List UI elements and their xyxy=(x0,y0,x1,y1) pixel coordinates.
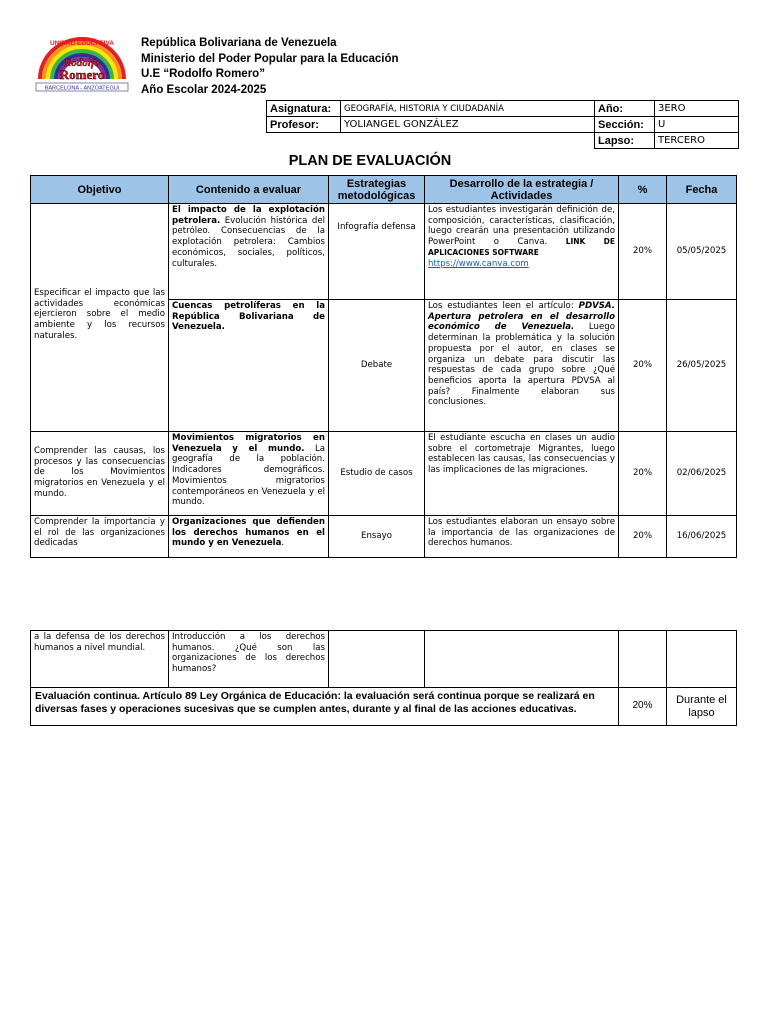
contenido-title: El impacto de la explotación petrolera. xyxy=(172,205,325,226)
header-contenido: Contenido a evaluar xyxy=(169,176,329,204)
canva-link[interactable]: https://www.canva.com xyxy=(428,258,529,269)
evaluation-table-continued xyxy=(30,630,737,726)
porcentaje-cell: 20% xyxy=(619,432,667,516)
porcentaje-cell: 20% xyxy=(619,516,667,558)
estrategia-cell: Ensayo xyxy=(329,516,425,558)
ano-label: Año: xyxy=(595,101,655,117)
header-desarrollo: Desarrollo de la estrategia / Actividades xyxy=(425,176,619,204)
porcentaje-cell: 20% xyxy=(619,204,667,300)
ano-value: 3ERO xyxy=(655,101,739,117)
profesor-label: Profesor: xyxy=(267,117,341,133)
logo-location: BARCELONA - ANZOATEGUI xyxy=(44,85,120,92)
lapso-label: Lapso: xyxy=(595,133,655,149)
logo-arc-text: UNIDAD EDUCATIVA xyxy=(49,40,115,47)
porcentaje-cell xyxy=(619,631,667,688)
profesor-value: YOLIANGEL GONZÁLEZ xyxy=(341,117,595,133)
table-row xyxy=(31,631,737,688)
empty-cell xyxy=(341,133,595,149)
header-porcentaje: % xyxy=(619,176,667,204)
estrategia-cell xyxy=(329,631,425,688)
evaluacion-continua-fecha: Durante el lapso xyxy=(667,688,737,726)
evaluacion-continua-row xyxy=(31,688,737,726)
seccion-label: Sección: xyxy=(595,117,655,133)
table-row xyxy=(31,204,737,300)
fecha-cell: 05/05/2025 xyxy=(667,204,737,300)
evaluacion-continua-text: Evaluación continua. Artículo 89 Ley Orgánica de Educación: la evaluación será continua porque se realizará en diversas fases y operaciones sucesivas que se cumplen antes, durante y al final de las acciones educativas. xyxy=(31,688,619,726)
asignatura-label: Asignatura: xyxy=(267,101,341,117)
estrategia-cell: Infografía defensa xyxy=(329,204,425,300)
header-objetivo: Objetivo xyxy=(31,176,169,204)
fecha-cell: 26/05/2025 xyxy=(667,300,737,432)
fecha-cell: 02/06/2025 xyxy=(667,432,737,516)
contenido-cell xyxy=(169,516,329,558)
school-logo xyxy=(34,35,130,93)
desarrollo-text: Los estudiantes investigarán definición de, composición, características, clasificación, luego crearán una presentación utilizando PowerPoint o Canva. xyxy=(428,205,615,248)
desarrollo-cell xyxy=(425,300,619,432)
logo-name-1: Rodolfo xyxy=(63,57,101,69)
software-links-label: LINK DE APLICACIONES SOFTWARE xyxy=(428,237,616,257)
header-line-2: Ministerio del Poder Popular para la Educación xyxy=(141,52,399,65)
empty-cell xyxy=(267,133,341,149)
contenido-text: Evolución histórica del petróleo. Consecuencias de la explotación petrolera: Cambios económicos, sociales, políticos, culturales. xyxy=(172,215,326,269)
evaluation-table xyxy=(30,175,737,558)
desarrollo-cell xyxy=(425,204,619,300)
table-row xyxy=(31,432,737,516)
fecha-cell: 16/06/2025 xyxy=(667,516,737,558)
contenido-period: . xyxy=(281,538,285,549)
objetivo-cell: Comprender las causas, los procesos y las consecuencias de los Movimientos migratorios en Venezuela y el mundo. xyxy=(31,432,169,516)
header-line-3: U.E “Rodolfo Romero” xyxy=(141,68,265,80)
desarrollo-cell: El estudiante escucha en clases un audio sobre el cortometraje Migrantes, luego establecen las causas, las consecuencias y las implicaciones de las migraciones. xyxy=(425,432,619,516)
contenido-title: Organizaciones que defienden los derechos humanos en el mundo y en Venezuela xyxy=(172,517,325,549)
objetivo-cell: a la defensa de los derechos humanos a nivel mundial. xyxy=(31,631,169,688)
logo-name-2: Romero xyxy=(59,67,105,82)
porcentaje-cell: 20% xyxy=(619,300,667,432)
desarrollo-cell: Los estudiantes elaboran un ensayo sobre la importancia de las organizaciones de derechos humanos. xyxy=(425,516,619,558)
header-estrategias: Estrategias metodológicas xyxy=(329,176,425,204)
objetivo-cell: Comprender la importancia y el rol de las organizaciones dedicadas xyxy=(31,516,169,558)
fecha-cell xyxy=(667,631,737,688)
desarrollo-text: Luego determinan la problemática y la solución propuesta por el autor, en clases se organiza un debate para discutir las respuestas de cada grupo sobre ¿Qué beneficios aporta la apertura PDVSA al país? Finalmente elaboran sus conclusiones. xyxy=(428,322,615,408)
lapso-value: TERCERO xyxy=(655,133,739,149)
header-line-4: Año Escolar 2024-2025 xyxy=(141,83,267,96)
desarrollo-intro: Los estudiantes leen el artículo: xyxy=(428,301,579,311)
info-table xyxy=(266,100,739,149)
article-title: PDVSA. Apertura petrolera en el desarrollo económico de Venezuela. xyxy=(428,301,615,333)
table-row xyxy=(31,516,737,558)
contenido-cell xyxy=(169,300,329,432)
estrategia-cell: Estudio de casos xyxy=(329,432,425,516)
seccion-value: U xyxy=(655,117,739,133)
contenido-cell xyxy=(169,432,329,516)
desarrollo-cell xyxy=(425,631,619,688)
asignatura-value: GEOGRAFÍA, HISTORIA Y CIUDADANÍA xyxy=(341,101,595,117)
contenido-cell xyxy=(169,204,329,300)
estrategia-cell: Debate xyxy=(329,300,425,432)
header-line-1: República Bolivariana de Venezuela xyxy=(141,37,337,49)
contenido-title: Movimientos migratorios en Venezuela y el mundo. xyxy=(172,433,325,454)
page-title: PLAN DE EVALUACIÓN xyxy=(288,153,452,169)
header-fecha: Fecha xyxy=(667,176,737,204)
evaluacion-continua-porcentaje: 20% xyxy=(619,688,667,726)
objetivo-cell: Especificar el impacto que las actividades económicas ejercieron sobre el medio ambiente y los recursos naturales. xyxy=(31,204,169,432)
contenido-cell: Introducción a los derechos humanos. ¿Qué son las organizaciones de los derechos humanos? xyxy=(169,631,329,688)
contenido-title: Cuencas petrolíferas en la República Bolivariana de Venezuela. xyxy=(172,301,325,333)
school-header xyxy=(141,36,399,98)
contenido-text: La geografía de la población. Indicadores demográficos. Movimientos migratorios contemporáneos en Venezuela y el mundo. xyxy=(172,443,325,508)
